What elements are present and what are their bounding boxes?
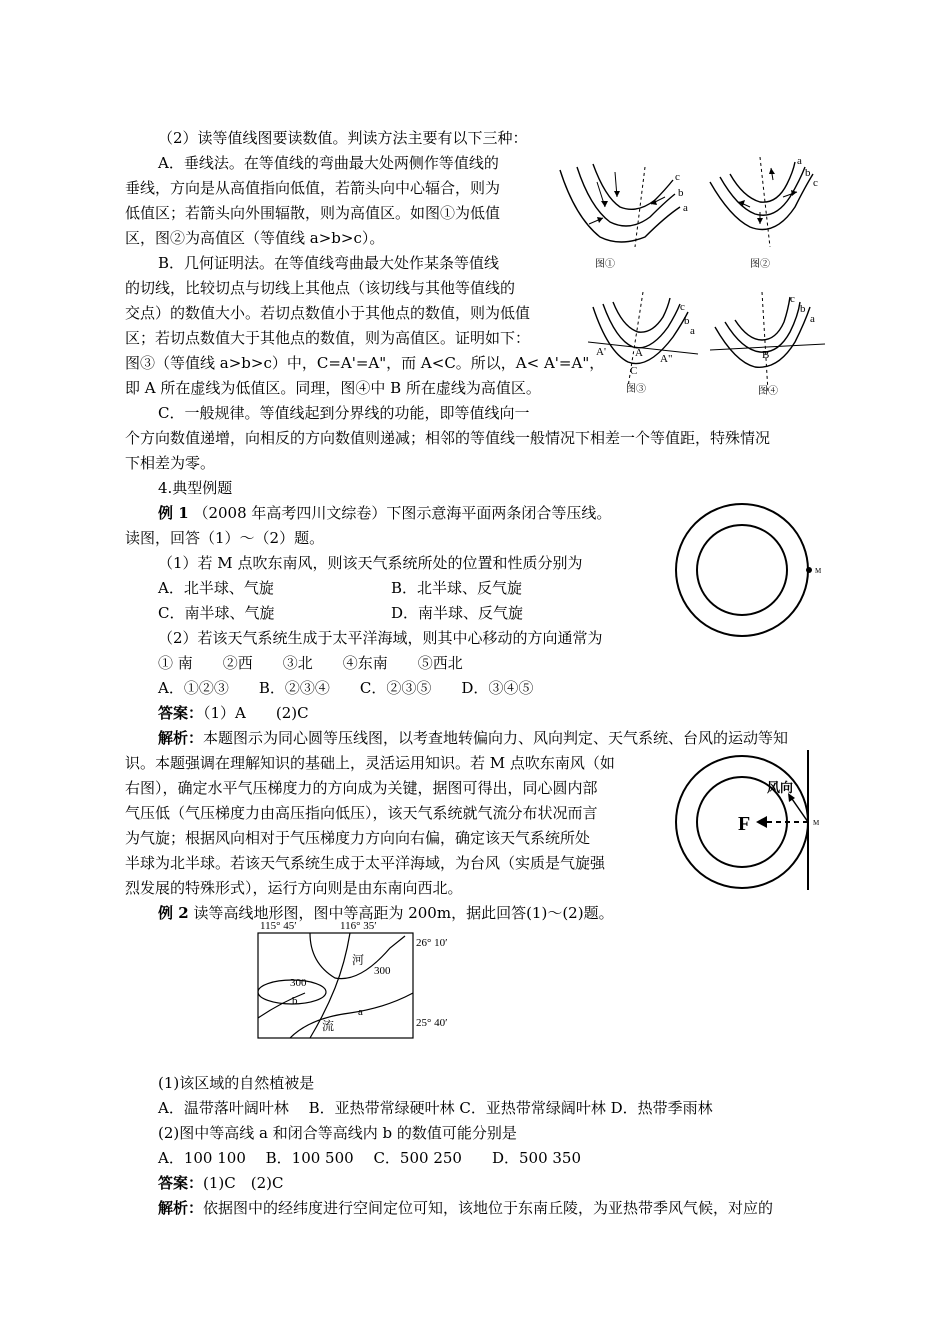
question-3: (1)该区域的自然植被是 xyxy=(158,1074,315,1092)
wind-label: 风向 xyxy=(767,780,794,795)
text-line: 区，图②为高值区（等值线 a>b>c）。 xyxy=(125,229,385,247)
label-a: a xyxy=(358,1006,363,1018)
text-line: 读图，回答（1）～（2）题。 xyxy=(125,529,325,547)
text-line: 低值区；若箭头向外围辐散，则为高值区。如图①为低值 xyxy=(125,204,501,222)
question-4: (2)图中等高线 a 和闭合等高线内 b 的数值可能分别是 xyxy=(158,1124,517,1142)
question-4-options: A．100 100 B．100 500 C．500 250 D．500 350 xyxy=(158,1149,582,1167)
example-text: 读等高线地形图，图中等高距为 200m，据此回答(1)～(2)题。 xyxy=(193,904,614,922)
question-2-options: A．①②③ B．②③④ C．②③⑤ D．③④⑤ xyxy=(158,679,534,697)
label-b: b xyxy=(684,315,690,327)
example-label: 例 1 xyxy=(158,504,189,522)
longitude-2: 116° 35′ xyxy=(340,920,377,932)
label-a-prime: A' xyxy=(596,346,606,358)
label-b: b xyxy=(805,167,811,179)
river-label-2: 流 xyxy=(322,1019,335,1033)
label-c: c xyxy=(680,301,685,313)
analysis-text: 依据图中的经纬度进行空间定位可知，该地位于东南丘陵，为亚热带季风气候，对应的 xyxy=(203,1199,774,1217)
text-line: 右图），确定水平气压梯度力的方向成为关键，据图可得出，同心圆内部 xyxy=(125,779,598,797)
label-b-point: B xyxy=(762,349,770,361)
option-d: D．南半球、反气旋 xyxy=(391,604,524,622)
answer-label: 答案： xyxy=(158,704,204,722)
text-line: 图③（等值线 a>b>c）中，C=A'=A"，而 A<C。所以，A< A'=A"， xyxy=(125,354,605,372)
label-a: a xyxy=(797,155,802,167)
answer-label: 答案： xyxy=(158,1174,204,1192)
answer-text: (1)C (2)C xyxy=(203,1174,284,1192)
option-b: B．北半球、反气旋 xyxy=(391,579,523,597)
river-label-1: 河 xyxy=(352,953,365,967)
answer-text: （1）A (2)C xyxy=(203,704,309,722)
label-c: c xyxy=(813,177,818,189)
text-line: A．垂线法。在等值线的弯曲最大处两侧作等值线的 xyxy=(158,154,499,172)
label-c-point: C xyxy=(630,365,638,377)
analysis-label: 解析： xyxy=(158,729,204,747)
text-line: 半球为北半球。若该天气系统生成于太平洋海域，为台风（实质是气旋强 xyxy=(125,854,606,872)
figure-4 xyxy=(710,292,830,402)
label-a-point: A xyxy=(635,347,643,359)
example-1-heading xyxy=(158,503,611,523)
label-m: M xyxy=(813,819,820,827)
text-line: 交点）的数值大小。若切点数值小于其他点的数值，则为低值 xyxy=(125,304,531,322)
analysis-text: 本题图示为同心圆等压线图，以考查地转偏向力、风向判定、天气系统、台风的运动等知 xyxy=(203,729,789,747)
question-3-options: A．温带落叶阔叶林 B．亚热带常绿硬叶林 C．亚热带常绿阔叶林 D．热带季雨林 xyxy=(158,1099,713,1117)
analysis-1 xyxy=(158,728,788,748)
example-label: 例 2 xyxy=(158,904,189,922)
label-b: b xyxy=(678,187,684,199)
analysis-label: 解析： xyxy=(158,1199,204,1217)
wind-direction-figure xyxy=(672,750,832,890)
answer-1 xyxy=(158,703,309,723)
figure-3 xyxy=(588,292,706,402)
option-c: C．南半球、气旋 xyxy=(158,604,275,622)
text-line: B．几何证明法。在等值线弯曲最大处作某条等值线 xyxy=(158,254,500,272)
question-1: （1）若 M 点吹东南风，则该天气系统所处的位置和性质分别为 xyxy=(158,554,583,572)
example-source: （2008 年高考四川文综卷）下图示意海平面两条闭合等压线。 xyxy=(193,504,612,522)
text-line: 烈发展的特殊形式），运行方向则是由东南向西北。 xyxy=(125,879,463,897)
latitude-2: 25° 40′ xyxy=(416,1017,448,1029)
longitude-1: 115° 45′ xyxy=(260,920,297,932)
text-line: 为气旋；根据风向相对于气压梯度力方向向右偏，确定该天气系统所处 xyxy=(125,829,591,847)
label-a-double-prime: A" xyxy=(660,353,673,365)
force-label: F xyxy=(738,813,751,835)
text-line: C．一般规律。等值线起到分界线的功能，即等值线向一 xyxy=(158,404,530,422)
label-m: M xyxy=(815,567,822,575)
answer-2 xyxy=(158,1173,283,1193)
text-line: 识。本题强调在理解知识的基础上，灵活运用知识。若 M 点吹东南风（如 xyxy=(125,754,615,772)
text-line: 区；若切点数值大于其他点的数值，则为高值区。证明如下： xyxy=(125,329,531,347)
label-a: a xyxy=(690,325,695,337)
isobar-figure xyxy=(672,498,832,648)
latitude-1: 26° 10′ xyxy=(416,937,448,949)
analysis-2 xyxy=(158,1198,773,1218)
text-line: （2）读等值线图要读数值。判读方法主要有以下三种： xyxy=(158,129,528,147)
label-b: b xyxy=(800,303,806,315)
section-heading: 4.典型例题 xyxy=(158,479,233,497)
figure-caption: 图④ xyxy=(758,386,778,397)
label-a: a xyxy=(810,313,815,325)
figure-caption: 图③ xyxy=(626,384,646,395)
label-b: b xyxy=(292,995,298,1007)
figure-caption: 图① xyxy=(595,259,615,270)
option-a: A．北半球、气旋 xyxy=(158,579,274,597)
figure-caption: 图② xyxy=(750,259,770,270)
text-line: 的切线，比较切点与切线上其他点（该切线与其他等值线的 xyxy=(125,279,516,297)
point-m xyxy=(806,567,812,573)
text-line: 垂线，方向是从高值指向低值，若箭头向中心辐合，则为 xyxy=(125,179,501,197)
label-c: c xyxy=(675,171,680,183)
topo-map xyxy=(250,918,470,1043)
question-2: （2）若该天气系统生成于太平洋海域，则其中心移动的方向通常为 xyxy=(158,629,603,647)
label-a: a xyxy=(683,202,688,214)
figure-2 xyxy=(705,152,835,272)
text-line: 个方向数值递增，向相反的方向数值则递减；相邻的等值线一般情况下相差一个等值距，特殊情况 xyxy=(125,429,771,447)
label-c: c xyxy=(790,293,795,305)
contour-300-left: 300 xyxy=(290,977,307,989)
figure-1 xyxy=(555,152,705,272)
question-2-items: ① 南 ②西 ③北 ④东南 ⑤西北 xyxy=(158,654,463,672)
contour-300-right: 300 xyxy=(374,965,391,977)
text-line: 下相差为零。 xyxy=(125,454,216,472)
text-line: 即 A 所在虚线为低值区。同理，图④中 B 所在虚线为高值区。 xyxy=(125,379,541,397)
text-line: 气压低（气压梯度力由高压指向低压），该天气系统就气流分布状况而言 xyxy=(125,804,598,822)
